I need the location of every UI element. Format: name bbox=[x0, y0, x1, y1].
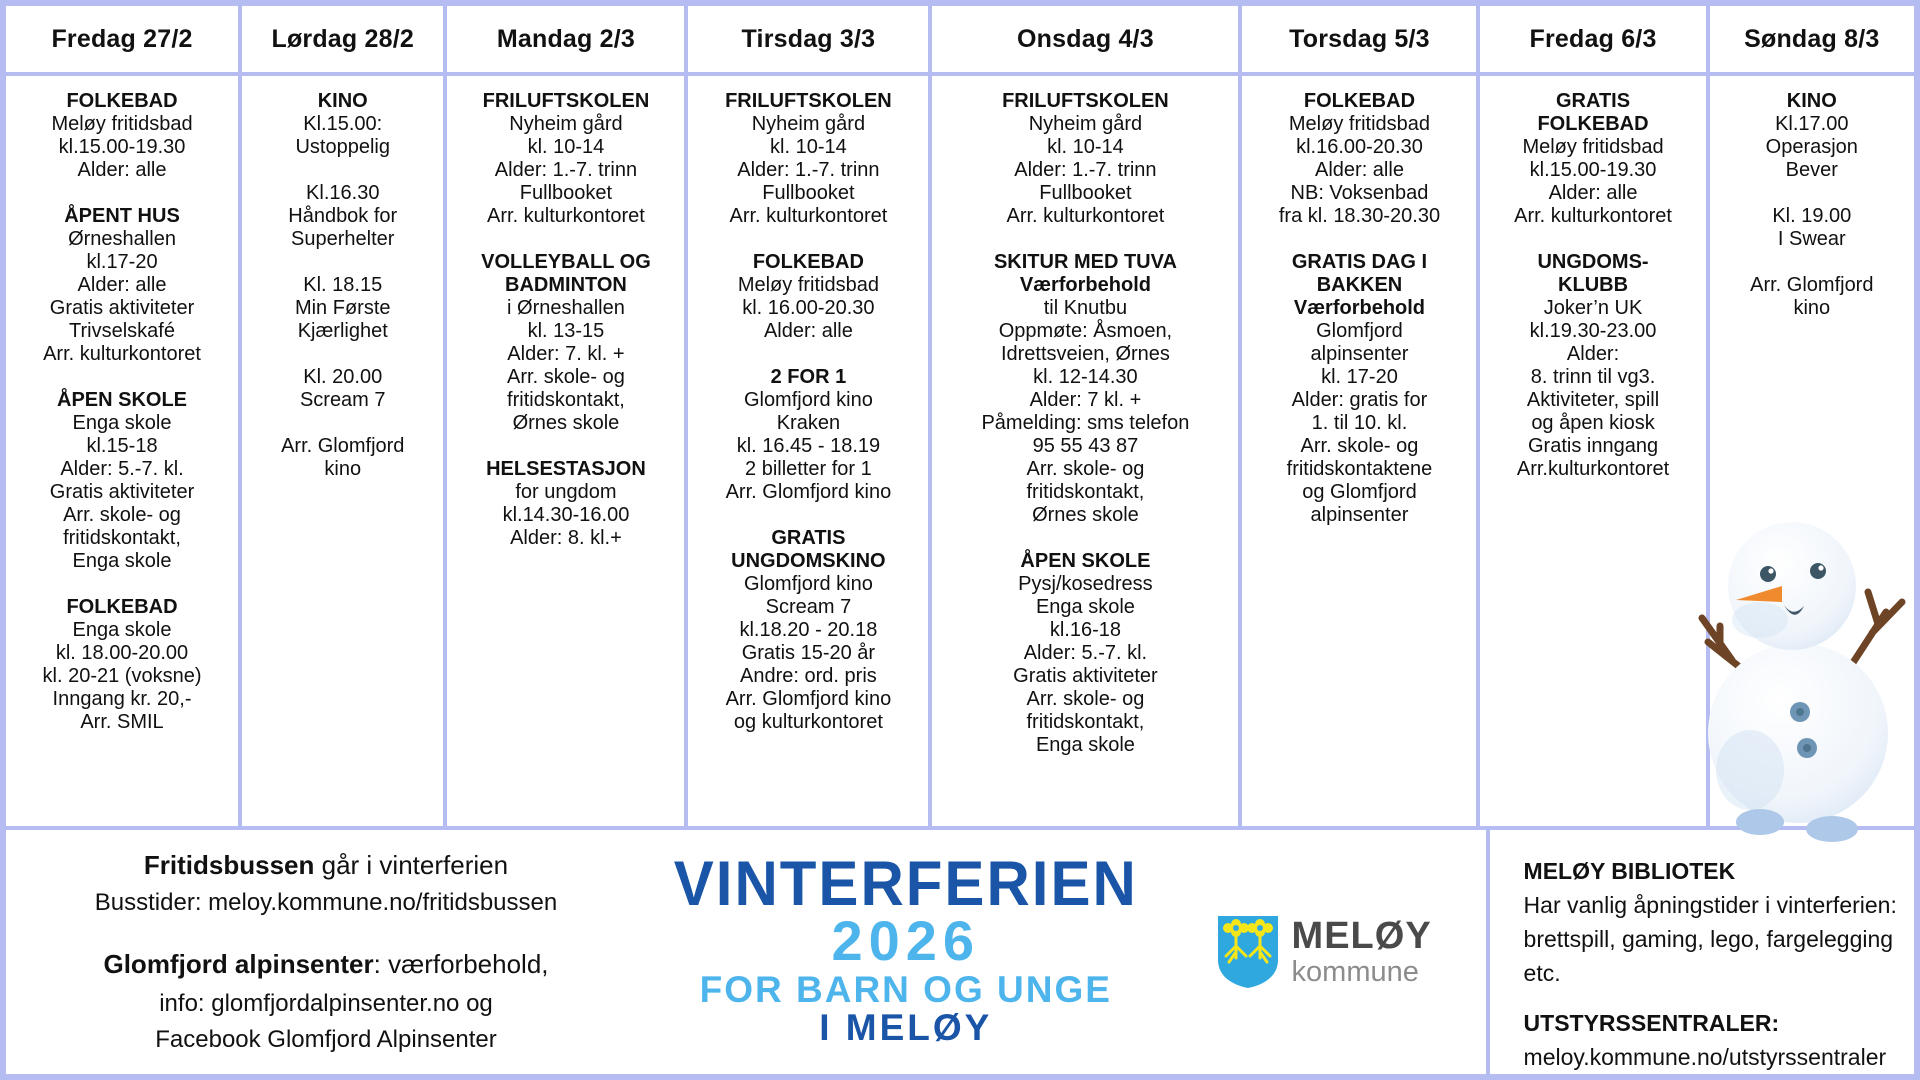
fritidsbussen-rest: går i vinterferien bbox=[314, 850, 509, 880]
event-line: Enga skole bbox=[1035, 734, 1135, 756]
day-header: Mandag 2/3 bbox=[447, 6, 684, 72]
event-title: FRILUFTSKOLEN bbox=[725, 90, 892, 112]
event-line: Kl.15.00: bbox=[303, 113, 383, 135]
event-line: kl.17-20 bbox=[86, 251, 158, 273]
event-line: Kl. 20.00 bbox=[303, 366, 383, 388]
day-header: Lørdag 28/2 bbox=[242, 6, 443, 72]
event-title: BAKKEN bbox=[1316, 274, 1403, 296]
event-title: ÅPEN SKOLE bbox=[1020, 550, 1151, 572]
event bbox=[692, 251, 924, 343]
meloy-kommune-logo bbox=[1206, 914, 1476, 990]
event-line: i Ørneshallen bbox=[507, 297, 625, 319]
header-row bbox=[6, 6, 1914, 72]
event-title: HELSESTASJON bbox=[486, 458, 646, 480]
day-column bbox=[447, 76, 684, 826]
event-line: Trivselskafé bbox=[69, 320, 175, 342]
event-line: kl. 18.00-20.00 bbox=[55, 642, 189, 664]
event-line: Bever bbox=[1785, 159, 1838, 181]
event-line: kl.19.30-23.00 bbox=[1529, 320, 1657, 342]
event-line: kl.14.30-16.00 bbox=[502, 504, 630, 526]
event-line bbox=[246, 412, 439, 435]
event-line: Alder: 1.-7. trinn bbox=[737, 159, 880, 181]
event-line: Enga skole bbox=[72, 619, 172, 641]
event-line: kl. 10-14 bbox=[1047, 136, 1124, 158]
event-line: Scream 7 bbox=[765, 596, 852, 618]
event-line: Scream 7 bbox=[299, 389, 386, 411]
event-line: Idrettsveien, Ørnes bbox=[1000, 343, 1170, 365]
event-line: Alder: 7 kl. + bbox=[1029, 389, 1142, 411]
event-line: Glomfjord kino bbox=[743, 573, 873, 595]
event-title: Værforbehold bbox=[1019, 274, 1151, 296]
day-column bbox=[1480, 76, 1705, 826]
event-title: FOLKEBAD bbox=[1303, 90, 1416, 112]
event-line: Arr. kulturkontoret bbox=[1006, 205, 1165, 227]
alpinsenter-rest: : værforbehold, bbox=[373, 949, 549, 979]
alpinsenter-label: Glomfjord alpinsenter bbox=[103, 949, 374, 979]
event-line: Håndbok for bbox=[288, 205, 398, 227]
poster-year: 2026 bbox=[831, 909, 981, 973]
event-line: Fullbooket bbox=[1039, 182, 1132, 204]
event-line: Alder: bbox=[1566, 343, 1620, 365]
event-title: Værforbehold bbox=[1293, 297, 1426, 319]
event-line: Arr. skole- og bbox=[1026, 458, 1145, 480]
event-line: og kulturkontoret bbox=[733, 711, 883, 733]
event-line: Enga skole bbox=[72, 550, 172, 572]
day-header: Tirsdag 3/3 bbox=[688, 6, 928, 72]
body-row bbox=[6, 76, 1914, 826]
event bbox=[10, 596, 234, 734]
footer-info-left bbox=[46, 850, 606, 1054]
event-line: Andre: ord. pris bbox=[740, 665, 877, 687]
event bbox=[1246, 90, 1472, 228]
event-line: Arr.kulturkontoret bbox=[1516, 458, 1670, 480]
event-line: Alder: 7. kl. + bbox=[507, 343, 625, 365]
event-line: Kl. 18.15 bbox=[303, 274, 383, 296]
event-line: Ørnes skole bbox=[1032, 504, 1139, 526]
event-line: kl. 20-21 (voksne) bbox=[42, 665, 202, 687]
event-line: fra kl. 18.30-20.30 bbox=[1278, 205, 1441, 227]
event-line bbox=[246, 343, 439, 366]
event-line: Alder: 5.-7. kl. bbox=[60, 458, 184, 480]
event bbox=[692, 90, 924, 228]
event-title: KINO bbox=[317, 90, 368, 112]
poster-subtitle-2: I MELØY bbox=[819, 1007, 993, 1049]
event-line: Alder: alle bbox=[1315, 159, 1404, 181]
event-line: Arr. kulturkontoret bbox=[487, 205, 645, 227]
event-line: Enga skole bbox=[72, 412, 172, 434]
event-line: Arr. skole- og bbox=[63, 504, 181, 526]
event-line: Alder: 1.-7. trinn bbox=[494, 159, 638, 181]
event-line: alpinsenter bbox=[1310, 343, 1409, 365]
event-line: Alder: gratis for bbox=[1291, 389, 1428, 411]
event bbox=[936, 90, 1234, 228]
event-line: Arr. Glomfjord kino bbox=[725, 688, 892, 710]
footer-main bbox=[6, 830, 1486, 1074]
event-line: I Swear bbox=[1777, 228, 1846, 250]
logo-sub: kommune bbox=[1291, 956, 1419, 988]
event-title: FRILUFTSKOLEN bbox=[1002, 90, 1169, 112]
event-line: kl. 10-14 bbox=[527, 136, 605, 158]
event-line: Gratis aktiviteter bbox=[49, 297, 195, 319]
event-line: kl. 13-15 bbox=[527, 320, 605, 342]
event bbox=[1484, 251, 1701, 481]
event-line: og åpen kiosk bbox=[1531, 412, 1655, 434]
event-line: Enga skole bbox=[1035, 596, 1135, 618]
event-line: Pysj/kosedress bbox=[1018, 573, 1153, 595]
event bbox=[692, 527, 924, 734]
event-line: Min Første bbox=[294, 297, 391, 319]
day-header: Onsdag 4/3 bbox=[932, 6, 1238, 72]
event-line: Arr. skole- og bbox=[1300, 435, 1419, 457]
day-column bbox=[932, 76, 1238, 826]
event-line: Nyheim gård bbox=[751, 113, 866, 135]
snowman-illustration bbox=[1680, 490, 1916, 844]
event-line: Meløy fritidsbad bbox=[51, 113, 193, 135]
event-title: FOLKEBAD bbox=[66, 90, 178, 112]
event-title: GRATIS DAG I bbox=[1291, 251, 1428, 273]
event-line: Arr. Glomfjord bbox=[281, 435, 405, 457]
event bbox=[10, 389, 234, 573]
event-line: Joker’n UK bbox=[1543, 297, 1643, 319]
event-line: kl. 16.45 - 18.19 bbox=[736, 435, 881, 457]
event-line bbox=[246, 159, 439, 182]
event-line: Meløy fritidsbad bbox=[1288, 113, 1431, 135]
event-line: Glomfjord kino bbox=[743, 389, 873, 411]
event-line: fritidskontakt, bbox=[63, 527, 181, 549]
event-line: Inngang kr. 20,- bbox=[52, 688, 192, 710]
spacer bbox=[46, 917, 606, 949]
event-line: kino bbox=[1793, 297, 1831, 319]
event-line: kl.15.00-19.30 bbox=[1529, 159, 1657, 181]
event-line: fritidskontakt, bbox=[1026, 481, 1145, 503]
event-line: 2 billetter for 1 bbox=[745, 458, 872, 480]
event-title: FOLKEBAD bbox=[1537, 113, 1649, 135]
event-title: ÅPEN SKOLE bbox=[57, 389, 188, 411]
event-line: Arr. kulturkontoret bbox=[729, 205, 888, 227]
event-line: kl.16.00-20.30 bbox=[1296, 136, 1423, 158]
day-column bbox=[242, 76, 443, 826]
poster-title: VINTERFERIEN bbox=[673, 848, 1138, 919]
event-line: kl.16-18 bbox=[1049, 619, 1121, 641]
event-line: Arr. skole- og bbox=[1026, 688, 1145, 710]
event bbox=[451, 90, 680, 228]
poster-subtitle-1: FOR BARN OG UNGE bbox=[699, 969, 1112, 1011]
utstyrssentraler-heading: UTSTYRSSENTRALER: bbox=[1523, 1010, 1780, 1036]
event-title: KINO bbox=[1786, 90, 1837, 112]
event-line: fritidskontaktene bbox=[1286, 458, 1433, 480]
event-title: FOLKEBAD bbox=[752, 251, 864, 273]
bibliotek-line-3: etc. bbox=[1523, 960, 1561, 986]
event-line bbox=[1714, 182, 1910, 205]
event-title: ÅPENT HUS bbox=[64, 205, 180, 227]
event-line: Gratis inngang bbox=[1527, 435, 1659, 457]
event-line: Meløy fritidsbad bbox=[737, 274, 879, 296]
event-line: 1. til 10. kl. bbox=[1311, 412, 1408, 434]
event-line: Alder: alle bbox=[77, 274, 167, 296]
event-line: Påmelding: sms telefon bbox=[981, 412, 1190, 434]
event-line: Gratis aktiviteter bbox=[49, 481, 195, 503]
event bbox=[936, 251, 1234, 527]
event-title: 2 FOR 1 bbox=[770, 366, 847, 388]
event-line: Fullbooket bbox=[762, 182, 855, 204]
event bbox=[936, 550, 1234, 757]
event-title: VOLLEYBALL OG bbox=[481, 251, 651, 273]
logo-text bbox=[1292, 915, 1432, 989]
event-line: Alder: 5.-7. kl. bbox=[1023, 642, 1148, 664]
event-line: Arr. SMIL bbox=[80, 711, 164, 733]
bibliotek-line-2: brettspill, gaming, lego, fargelegging bbox=[1523, 926, 1894, 952]
event-line: Ørneshallen bbox=[68, 228, 176, 250]
event-line: 95 55 43 87 bbox=[1032, 435, 1139, 457]
event-line: Kl.17.00 bbox=[1775, 113, 1849, 135]
event-title: FOLKEBAD bbox=[66, 596, 178, 618]
event-line: kl. 12-14.30 bbox=[1033, 366, 1138, 388]
event bbox=[10, 205, 234, 366]
event-line: Ustoppelig bbox=[295, 136, 390, 158]
day-header: Fredag 27/2 bbox=[6, 6, 238, 72]
alpinsenter-line bbox=[46, 949, 606, 980]
fritidsbussen-label: Fritidsbussen bbox=[143, 850, 315, 880]
footer-row bbox=[6, 830, 1914, 1074]
event-title: GRATIS bbox=[1555, 90, 1631, 112]
event-line: Oppmøte: Åsmoen, bbox=[998, 320, 1173, 342]
event-line bbox=[246, 251, 439, 274]
event bbox=[10, 90, 234, 182]
event-line: fritidskontakt, bbox=[507, 389, 625, 411]
event-line: og Glomfjord bbox=[1302, 481, 1417, 503]
event-line: Gratis aktiviteter bbox=[1013, 665, 1158, 687]
event-line: Gratis 15-20 år bbox=[741, 642, 876, 664]
event-line: Meløy fritidsbad bbox=[1522, 136, 1664, 158]
event-line: Superhelter bbox=[291, 228, 395, 250]
event bbox=[451, 251, 680, 435]
event-line: Kraken bbox=[776, 412, 841, 434]
utstyrssentraler-link: meloy.kommune.no/utstyrssentraler bbox=[1523, 1044, 1887, 1070]
event-line: alpinsenter bbox=[1310, 504, 1409, 526]
bibliotek-line-1: Har vanlig åpningstider i vinterferien: bbox=[1523, 892, 1897, 918]
event-title: UNGDOMSKINO bbox=[731, 550, 886, 572]
event bbox=[451, 458, 680, 550]
event-title: GRATIS bbox=[771, 527, 846, 549]
event-line: Alder: alle bbox=[1548, 182, 1638, 204]
busstider-line: Busstider: meloy.kommune.no/fritidsbussen bbox=[94, 889, 558, 916]
day-header: Torsdag 5/3 bbox=[1242, 6, 1476, 72]
day-header: Søndag 8/3 bbox=[1710, 6, 1914, 72]
event-line: Nyheim gård bbox=[1028, 113, 1143, 135]
event-line: NB: Voksenbad bbox=[1290, 182, 1429, 204]
event-title: KLUBB bbox=[1558, 274, 1629, 296]
event-line: fritidskontakt, bbox=[1026, 711, 1145, 733]
day-column bbox=[688, 76, 928, 826]
event bbox=[692, 366, 924, 504]
alpinsenter-info-line: info: glomfjordalpinsenter.no og bbox=[159, 990, 493, 1017]
poster-title-block bbox=[606, 848, 1206, 1049]
event-line: kl.15.00-19.30 bbox=[58, 136, 186, 158]
event bbox=[246, 90, 439, 481]
event-line: Glomfjord bbox=[1316, 320, 1403, 342]
event-line: Alder: alle bbox=[763, 320, 853, 342]
event-line: Arr. Glomfjord kino bbox=[725, 481, 892, 503]
event-line: Alder: 1.-7. trinn bbox=[1014, 159, 1157, 181]
event-line bbox=[1714, 251, 1910, 274]
event bbox=[1484, 90, 1701, 228]
event-line: til Knutbu bbox=[1043, 297, 1128, 319]
event-line: Aktiviteter, spill bbox=[1526, 389, 1660, 411]
event-line: kl. 16.00-20.30 bbox=[742, 297, 875, 319]
event-line: kl. 17-20 bbox=[1321, 366, 1398, 388]
event-line: Kl. 19.00 bbox=[1772, 205, 1852, 227]
event bbox=[1246, 251, 1472, 527]
event-line: Nyheim gård bbox=[509, 113, 623, 135]
meloy-shield-icon bbox=[1216, 914, 1280, 990]
event-line: kl.18.20 - 20.18 bbox=[739, 619, 878, 641]
spacer bbox=[1524, 990, 1904, 1006]
event bbox=[1714, 90, 1910, 320]
day-column bbox=[6, 76, 238, 826]
event-line: Arr. Glomfjord bbox=[1750, 274, 1874, 296]
event-title: UNGDOMS- bbox=[1537, 251, 1649, 273]
event-line: Alder: 8. kl.+ bbox=[510, 527, 622, 549]
event-line: Ørnes skole bbox=[512, 412, 620, 434]
event-line: Kl.16.30 bbox=[306, 182, 380, 204]
event-title: SKITUR MED TUVA bbox=[993, 251, 1177, 273]
event-line: kino bbox=[324, 458, 362, 480]
event-line: Kjærlighet bbox=[297, 320, 388, 342]
day-column bbox=[1242, 76, 1476, 826]
event-line: Arr. kulturkontoret bbox=[1514, 205, 1672, 227]
alpinsenter-facebook-line: Facebook Glomfjord Alpinsenter bbox=[155, 1026, 497, 1053]
event-line: kl.15-18 bbox=[86, 435, 158, 457]
event-line: Operasjon bbox=[1765, 136, 1858, 158]
event-line: kl. 10-14 bbox=[770, 136, 847, 158]
bibliotek-heading: MELØY BIBLIOTEK bbox=[1523, 858, 1736, 884]
event-line: Alder: alle bbox=[77, 159, 167, 181]
event-line: Arr. skole- og bbox=[507, 366, 625, 388]
event-line: for ungdom bbox=[515, 481, 617, 503]
event-line: Arr. kulturkontoret bbox=[43, 343, 201, 365]
fritidsbussen-line bbox=[46, 850, 606, 881]
event-line: 8. trinn til vg3. bbox=[1530, 366, 1656, 388]
footer-info-right bbox=[1490, 830, 1914, 1074]
event-line: Fullbooket bbox=[519, 182, 613, 204]
day-header: Fredag 6/3 bbox=[1480, 6, 1705, 72]
event-title: BADMINTON bbox=[505, 274, 627, 296]
logo-name: MELØY bbox=[1291, 915, 1432, 957]
event-title: FRILUFTSKOLEN bbox=[482, 90, 650, 112]
